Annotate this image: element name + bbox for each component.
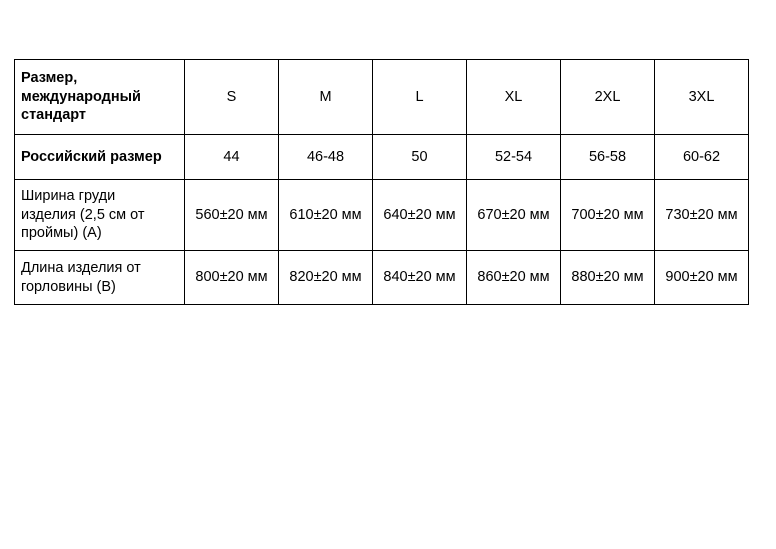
- header-cell-m: M: [279, 60, 373, 135]
- cell-chest-width-3xl: 730±20 мм: [655, 180, 749, 251]
- cell-length-s: 800±20 мм: [185, 251, 279, 305]
- header-cell-standard: [15, 60, 185, 135]
- cell-length-m: 820±20 мм: [279, 251, 373, 305]
- header-cell-xl: XL: [467, 60, 561, 135]
- header-cell-3xl: 3XL: [655, 60, 749, 135]
- cell-length-2xl: 880±20 мм: [561, 251, 655, 305]
- cell-chest-width-l: 640±20 мм: [373, 180, 467, 251]
- table-row-length: [15, 251, 749, 305]
- table-row-russian-size: [15, 135, 749, 180]
- table-header-row: [15, 60, 749, 135]
- row-label-russian-size: Российский размер: [15, 135, 185, 180]
- cell-chest-width-s: 560±20 мм: [185, 180, 279, 251]
- cell-length-xl: 860±20 мм: [467, 251, 561, 305]
- header-cell-2xl: 2XL: [561, 60, 655, 135]
- header-standard-line2: международный: [21, 88, 141, 105]
- table-row-chest-width: [15, 180, 749, 251]
- cell-chest-width-xl: 670±20 мм: [467, 180, 561, 251]
- chest-label-line1: Ширина груди: [21, 188, 116, 205]
- header-standard-line1: Размер,: [21, 70, 78, 87]
- cell-russian-size-xl: 52-54: [467, 135, 561, 180]
- row-label-length: [15, 251, 185, 305]
- size-chart-table: [14, 59, 749, 305]
- cell-russian-size-3xl: 60-62: [655, 135, 749, 180]
- cell-length-l: 840±20 мм: [373, 251, 467, 305]
- length-label-line1: Длина изделия от: [21, 259, 141, 276]
- header-cell-s: S: [185, 60, 279, 135]
- cell-russian-size-m: 46-48: [279, 135, 373, 180]
- cell-russian-size-s: 44: [185, 135, 279, 180]
- cell-russian-size-2xl: 56-58: [561, 135, 655, 180]
- chest-label-line2: изделия (2,5 см от: [21, 206, 145, 223]
- cell-chest-width-2xl: 700±20 мм: [561, 180, 655, 251]
- header-cell-l: L: [373, 60, 467, 135]
- length-label-line2: горловины (B): [21, 278, 116, 295]
- cell-russian-size-l: 50: [373, 135, 467, 180]
- cell-length-3xl: 900±20 мм: [655, 251, 749, 305]
- size-chart-container: [14, 59, 748, 305]
- cell-chest-width-m: 610±20 мм: [279, 180, 373, 251]
- chest-label-line3: проймы) (A): [21, 225, 102, 242]
- row-label-chest-width: [15, 180, 185, 251]
- header-standard-line3: стандарт: [21, 107, 87, 124]
